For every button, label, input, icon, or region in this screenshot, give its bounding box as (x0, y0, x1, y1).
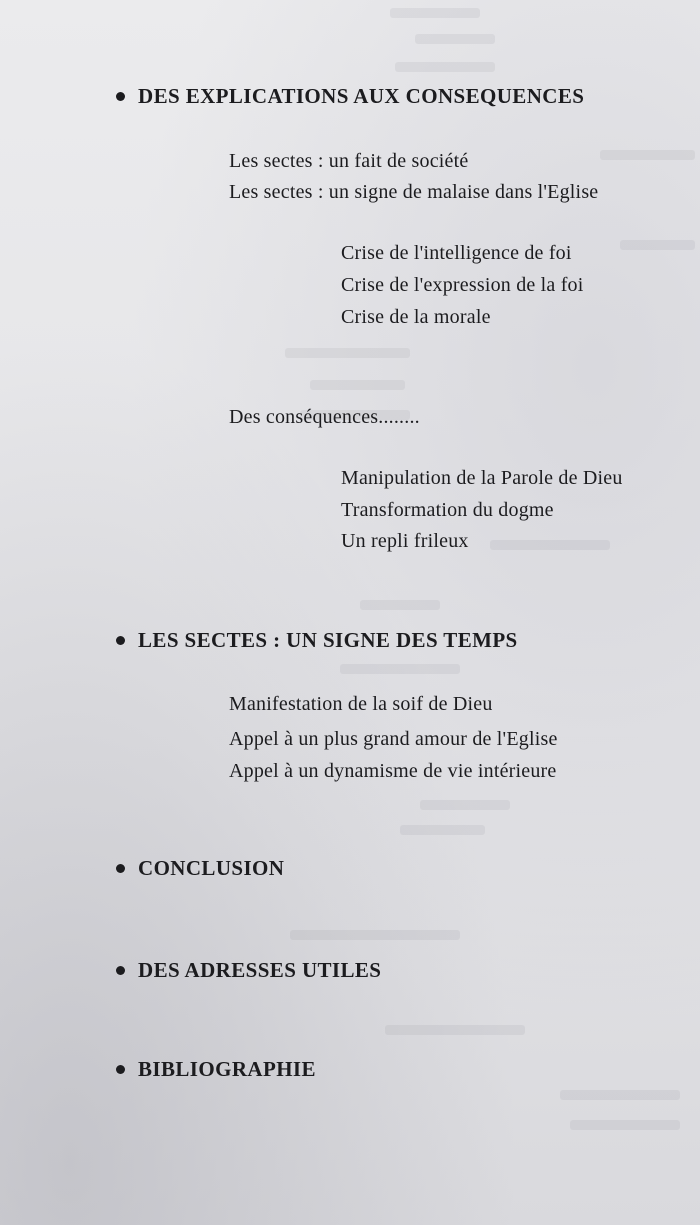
bullet-icon (116, 636, 125, 645)
list-item: Les sectes : un fait de société (229, 150, 469, 172)
section-heading-conclusion: CONCLUSION (116, 856, 284, 881)
sub-list-item: Un repli frileux (341, 530, 469, 552)
sub-list-item: Crise de l'intelligence de foi (341, 242, 572, 264)
section-heading-signe-des-temps: LES SECTES : UN SIGNE DES TEMPS (116, 628, 518, 653)
sub-list-item: Crise de la morale (341, 306, 491, 328)
list-item: Manifestation de la soif de Dieu (229, 693, 493, 715)
bullet-icon (116, 966, 125, 975)
sub-list-item: Transformation du dogme (341, 499, 554, 521)
list-item: Appel à un dynamisme de vie intérieure (229, 760, 557, 782)
sub-list-item: Manipulation de la Parole de Dieu (341, 467, 623, 489)
consequences-label: Des conséquences........ (229, 406, 420, 428)
list-item: Les sectes : un signe de malaise dans l'Eglise (229, 181, 599, 203)
bullet-icon (116, 1065, 125, 1074)
section-heading-explications: DES EXPLICATIONS AUX CONSEQUENCES (116, 84, 584, 109)
bullet-icon (116, 92, 125, 101)
list-item: Appel à un plus grand amour de l'Eglise (229, 728, 558, 750)
bullet-icon (116, 864, 125, 873)
section-heading-bibliographie: BIBLIOGRAPHIE (116, 1057, 316, 1082)
sub-list-item: Crise de l'expression de la foi (341, 274, 584, 296)
section-heading-adresses-utiles: DES ADRESSES UTILES (116, 958, 381, 983)
